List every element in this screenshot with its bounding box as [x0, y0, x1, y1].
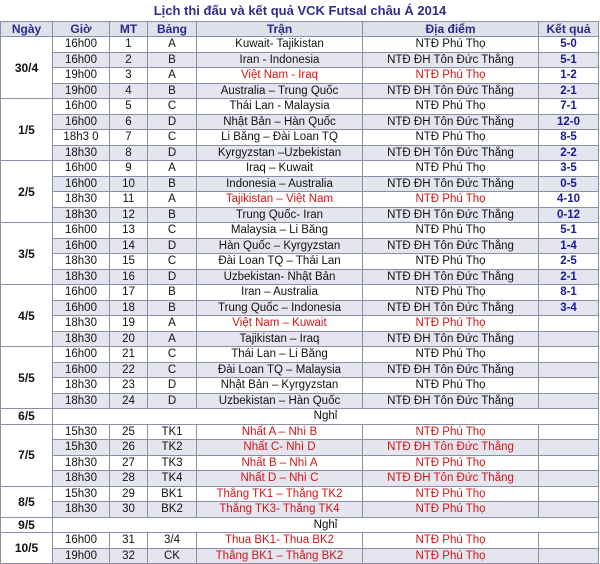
match-row [1, 378, 599, 394]
group-cell: D [148, 114, 197, 130]
header-venue: Địa điểm [363, 22, 539, 37]
match-number-cell: 14 [110, 238, 148, 254]
time-cell: 18h30 [53, 378, 110, 394]
match-cell: Nhất B – Nhì A [197, 455, 363, 471]
match-cell: Tajikistan – Iraq [197, 331, 363, 347]
match-cell: Thắng TK3- Thắng TK4 [197, 502, 363, 518]
match-cell: Thua BK1- Thua BK2 [197, 533, 363, 549]
group-cell: B [148, 176, 197, 192]
day-cell: 7/5 [1, 424, 53, 486]
time-cell: 18h30 [53, 145, 110, 161]
group-cell: A [148, 37, 197, 53]
venue-cell: NTĐ Phú Thọ [363, 192, 539, 208]
group-cell: B [148, 83, 197, 99]
time-cell: 18h30 [53, 254, 110, 270]
match-number-cell: 12 [110, 207, 148, 223]
venue-cell: NTĐ Phú Thọ [363, 486, 539, 502]
match-number-cell: 26 [110, 440, 148, 456]
result-cell [539, 378, 599, 394]
day-cell: 2/5 [1, 161, 53, 223]
time-cell: 16h00 [53, 114, 110, 130]
group-cell: D [148, 378, 197, 394]
result-cell [539, 455, 599, 471]
group-cell: C [148, 362, 197, 378]
match-cell: Đài Loan TQ – Thái Lan [197, 254, 363, 270]
match-cell: Iran – Australia [197, 285, 363, 301]
match-number-cell: 27 [110, 455, 148, 471]
venue-cell: NTĐ Phú Thọ [363, 285, 539, 301]
venue-cell: NTĐ Phú Thọ [363, 99, 539, 115]
match-cell: Tajikistan – Việt Nam [197, 192, 363, 208]
result-cell: 8-5 [539, 130, 599, 146]
time-cell: 15h30 [53, 424, 110, 440]
time-cell: 19h00 [53, 83, 110, 99]
match-row [1, 300, 599, 316]
match-cell: Kyrgyzstan –Uzbekistan [197, 145, 363, 161]
time-cell: 18h30 [53, 331, 110, 347]
result-cell: 4-10 [539, 192, 599, 208]
match-cell: Đài Loan TQ – Malaysia [197, 362, 363, 378]
match-row [1, 455, 599, 471]
result-cell [539, 502, 599, 518]
match-number-cell: 24 [110, 393, 148, 409]
time-cell: 18h30 [53, 502, 110, 518]
match-row [1, 130, 599, 146]
group-cell: TK1 [148, 424, 197, 440]
result-cell [539, 316, 599, 332]
result-cell: 2-5 [539, 254, 599, 270]
header-result: Kết quả [539, 22, 599, 37]
venue-cell: NTĐ Phú Thọ [363, 455, 539, 471]
match-number-cell: 15 [110, 254, 148, 270]
result-cell [539, 486, 599, 502]
rest-label: Nghỉ [53, 517, 599, 533]
group-cell: A [148, 192, 197, 208]
result-cell: 2-2 [539, 145, 599, 161]
group-cell: C [148, 347, 197, 363]
match-cell: Thái Lan – Li Băng [197, 347, 363, 363]
venue-cell: NTĐ Phú Thọ [363, 533, 539, 549]
match-row [1, 145, 599, 161]
header-time: Giờ [53, 22, 110, 37]
match-cell: Malaysia – Li Băng [197, 223, 363, 239]
header-match: Trận [197, 22, 363, 37]
venue-cell: NTĐ Phú Thọ [363, 223, 539, 239]
result-cell: 0-12 [539, 207, 599, 223]
match-number-cell: 19 [110, 316, 148, 332]
group-cell: 3/4 [148, 533, 197, 549]
match-number-cell: 10 [110, 176, 148, 192]
group-cell: B [148, 285, 197, 301]
match-row [1, 99, 599, 115]
match-row [1, 440, 599, 456]
match-number-cell: 8 [110, 145, 148, 161]
match-cell: Thắng TK1 – Thắng TK2 [197, 486, 363, 502]
group-cell: A [148, 161, 197, 177]
venue-cell: NTĐ ĐH Tôn Đức Thắng [363, 471, 539, 487]
match-row [1, 192, 599, 208]
match-row [1, 533, 599, 549]
match-cell: Uzbekistan- Nhật Bản [197, 269, 363, 285]
match-cell: Trung Quốc – Indonesia [197, 300, 363, 316]
result-cell: 3-5 [539, 161, 599, 177]
match-number-cell: 7 [110, 130, 148, 146]
venue-cell: NTĐ Phú Thọ [363, 424, 539, 440]
match-row [1, 393, 599, 409]
match-number-cell: 25 [110, 424, 148, 440]
match-number-cell: 6 [110, 114, 148, 130]
venue-cell: NTĐ ĐH Tôn Đức Thắng [363, 238, 539, 254]
venue-cell: NTĐ ĐH Tôn Đức Thắng [363, 176, 539, 192]
result-cell: 2-1 [539, 83, 599, 99]
match-number-cell: 2 [110, 52, 148, 68]
venue-cell: NTĐ ĐH Tôn Đức Thắng [363, 362, 539, 378]
match-row [1, 52, 599, 68]
result-cell: 1-2 [539, 68, 599, 84]
match-row [1, 331, 599, 347]
result-cell [539, 362, 599, 378]
match-cell: Nhật Bản – Kyrgyzstan [197, 378, 363, 394]
day-cell: 8/5 [1, 486, 53, 517]
group-cell: B [148, 300, 197, 316]
match-number-cell: 28 [110, 471, 148, 487]
time-cell: 16h00 [53, 300, 110, 316]
group-cell: D [148, 145, 197, 161]
header-group: Bảng [148, 22, 197, 37]
time-cell: 16h00 [53, 176, 110, 192]
match-row [1, 471, 599, 487]
result-cell [539, 471, 599, 487]
group-cell: D [148, 393, 197, 409]
group-cell: TK3 [148, 455, 197, 471]
time-cell: 19h00 [53, 548, 110, 564]
match-row [1, 347, 599, 363]
result-cell [539, 548, 599, 564]
result-cell: 5-1 [539, 223, 599, 239]
group-cell: CK [148, 548, 197, 564]
group-cell: D [148, 238, 197, 254]
time-cell: 19h00 [53, 68, 110, 84]
time-cell: 18h3 0 [53, 130, 110, 146]
venue-cell: NTĐ Phú Thọ [363, 502, 539, 518]
match-number-cell: 20 [110, 331, 148, 347]
match-row [1, 316, 599, 332]
venue-cell: NTĐ Phú Thọ [363, 37, 539, 53]
match-row [1, 362, 599, 378]
match-cell: Australia – Trung Quốc [197, 83, 363, 99]
venue-cell: NTĐ ĐH Tôn Đức Thắng [363, 331, 539, 347]
header-row [1, 22, 599, 37]
match-number-cell: 32 [110, 548, 148, 564]
match-cell: Việt Nam - Iraq [197, 68, 363, 84]
venue-cell: NTĐ ĐH Tôn Đức Thắng [363, 114, 539, 130]
match-row [1, 83, 599, 99]
group-cell: TK4 [148, 471, 197, 487]
schedule-body [1, 37, 599, 564]
venue-cell: NTĐ Phú Thọ [363, 254, 539, 270]
time-cell: 16h00 [53, 285, 110, 301]
time-cell: 18h30 [53, 207, 110, 223]
time-cell: 18h30 [53, 471, 110, 487]
match-number-cell: 29 [110, 486, 148, 502]
match-cell: Nhất C- Nhì D [197, 440, 363, 456]
time-cell: 18h30 [53, 393, 110, 409]
match-row [1, 37, 599, 53]
time-cell: 18h30 [53, 455, 110, 471]
time-cell: 16h00 [53, 238, 110, 254]
match-row [1, 238, 599, 254]
match-cell: Kuwait- Tajikistan [197, 37, 363, 53]
venue-cell: NTĐ ĐH Tôn Đức Thắng [363, 207, 539, 223]
group-cell: D [148, 269, 197, 285]
match-row [1, 502, 599, 518]
rest-label: Nghỉ [53, 409, 599, 425]
match-number-cell: 3 [110, 68, 148, 84]
match-number-cell: 23 [110, 378, 148, 394]
match-number-cell: 16 [110, 269, 148, 285]
match-cell: Thắng BK1 – Thắng BK2 [197, 548, 363, 564]
venue-cell: NTĐ Phú Thọ [363, 347, 539, 363]
venue-cell: NTĐ ĐH Tôn Đức Thắng [363, 440, 539, 456]
time-cell: 18h30 [53, 269, 110, 285]
venue-cell: NTĐ ĐH Tôn Đức Thắng [363, 83, 539, 99]
day-cell: 6/5 [1, 409, 53, 425]
rest-day-row [1, 409, 599, 425]
day-cell: 1/5 [1, 99, 53, 161]
result-cell [539, 347, 599, 363]
match-cell: Li Băng – Đài Loan TQ [197, 130, 363, 146]
group-cell: BK2 [148, 502, 197, 518]
result-cell: 7-1 [539, 99, 599, 115]
match-row [1, 285, 599, 301]
time-cell: 16h00 [53, 533, 110, 549]
match-number-cell: 18 [110, 300, 148, 316]
result-cell: 5-0 [539, 37, 599, 53]
result-cell [539, 440, 599, 456]
match-number-cell: 22 [110, 362, 148, 378]
match-number-cell: 13 [110, 223, 148, 239]
venue-cell: NTĐ Phú Thọ [363, 68, 539, 84]
match-cell: Việt Nam – Kuwait [197, 316, 363, 332]
match-number-cell: 21 [110, 347, 148, 363]
result-cell [539, 331, 599, 347]
match-row [1, 548, 599, 564]
result-cell: 1-4 [539, 238, 599, 254]
time-cell: 16h00 [53, 347, 110, 363]
group-cell: C [148, 254, 197, 270]
result-cell: 2-1 [539, 269, 599, 285]
day-cell: 9/5 [1, 517, 53, 533]
match-row [1, 68, 599, 84]
group-cell: C [148, 130, 197, 146]
time-cell: 16h00 [53, 223, 110, 239]
day-cell: 30/4 [1, 37, 53, 99]
group-cell: C [148, 223, 197, 239]
match-cell: Nhất D – Nhì C [197, 471, 363, 487]
venue-cell: NTĐ Phú Thọ [363, 161, 539, 177]
match-cell: Iraq – Kuwait [197, 161, 363, 177]
result-cell [539, 393, 599, 409]
schedule-table [0, 21, 599, 564]
header-match-number: MT [110, 22, 148, 37]
time-cell: 18h30 [53, 192, 110, 208]
time-cell: 16h00 [53, 161, 110, 177]
time-cell: 16h00 [53, 52, 110, 68]
result-cell: 8-1 [539, 285, 599, 301]
match-row [1, 161, 599, 177]
match-cell: Indonesia – Australia [197, 176, 363, 192]
match-row [1, 486, 599, 502]
rest-day-row [1, 517, 599, 533]
time-cell: 15h30 [53, 440, 110, 456]
match-number-cell: 4 [110, 83, 148, 99]
group-cell: C [148, 99, 197, 115]
result-cell: 0-5 [539, 176, 599, 192]
match-row [1, 114, 599, 130]
result-cell: 12-0 [539, 114, 599, 130]
group-cell: A [148, 316, 197, 332]
day-cell: 4/5 [1, 285, 53, 347]
match-cell: Trung Quốc- Iran [197, 207, 363, 223]
match-number-cell: 30 [110, 502, 148, 518]
day-cell: 5/5 [1, 347, 53, 409]
venue-cell: NTĐ Phú Thọ [363, 130, 539, 146]
match-number-cell: 9 [110, 161, 148, 177]
venue-cell: NTĐ ĐH Tôn Đức Thắng [363, 269, 539, 285]
match-cell: Iran - Indonesia [197, 52, 363, 68]
group-cell: A [148, 331, 197, 347]
day-cell: 10/5 [1, 533, 53, 564]
match-cell: Nhật Bản – Hàn Quốc [197, 114, 363, 130]
venue-cell: NTĐ Phú Thọ [363, 548, 539, 564]
time-cell: 18h30 [53, 316, 110, 332]
match-number-cell: 31 [110, 533, 148, 549]
match-row [1, 254, 599, 270]
time-cell: 15h30 [53, 486, 110, 502]
header-day: Ngày [1, 22, 53, 37]
time-cell: 16h00 [53, 362, 110, 378]
match-cell: Nhất A – Nhì B [197, 424, 363, 440]
result-cell [539, 533, 599, 549]
group-cell: TK2 [148, 440, 197, 456]
match-row [1, 269, 599, 285]
match-cell: Thái Lan - Malaysia [197, 99, 363, 115]
match-row [1, 424, 599, 440]
match-number-cell: 5 [110, 99, 148, 115]
venue-cell: NTĐ Phú Thọ [363, 316, 539, 332]
venue-cell: NTĐ ĐH Tôn Đức Thắng [363, 145, 539, 161]
page-title: Lịch thi đấu và kết quả VCK Futsal châu Á 2014 [153, 3, 447, 18]
venue-cell: NTĐ ĐH Tôn Đức Thắng [363, 393, 539, 409]
time-cell: 16h00 [53, 37, 110, 53]
match-cell: Uzbekistan – Hàn Quốc [197, 393, 363, 409]
result-cell: 5-1 [539, 52, 599, 68]
group-cell: B [148, 52, 197, 68]
venue-cell: NTĐ ĐH Tôn Đức Thắng [363, 300, 539, 316]
day-cell: 3/5 [1, 223, 53, 285]
venue-cell: NTĐ Phú Thọ [363, 378, 539, 394]
time-cell: 16h00 [53, 99, 110, 115]
match-number-cell: 1 [110, 37, 148, 53]
match-cell: Hàn Quốc – Kyrgyzstan [197, 238, 363, 254]
match-number-cell: 11 [110, 192, 148, 208]
match-row [1, 176, 599, 192]
venue-cell: NTĐ ĐH Tôn Đức Thắng [363, 52, 539, 68]
match-row [1, 223, 599, 239]
match-number-cell: 17 [110, 285, 148, 301]
group-cell: B [148, 207, 197, 223]
result-cell: 3-4 [539, 300, 599, 316]
group-cell: A [148, 68, 197, 84]
match-row [1, 207, 599, 223]
result-cell [539, 424, 599, 440]
group-cell: BK1 [148, 486, 197, 502]
